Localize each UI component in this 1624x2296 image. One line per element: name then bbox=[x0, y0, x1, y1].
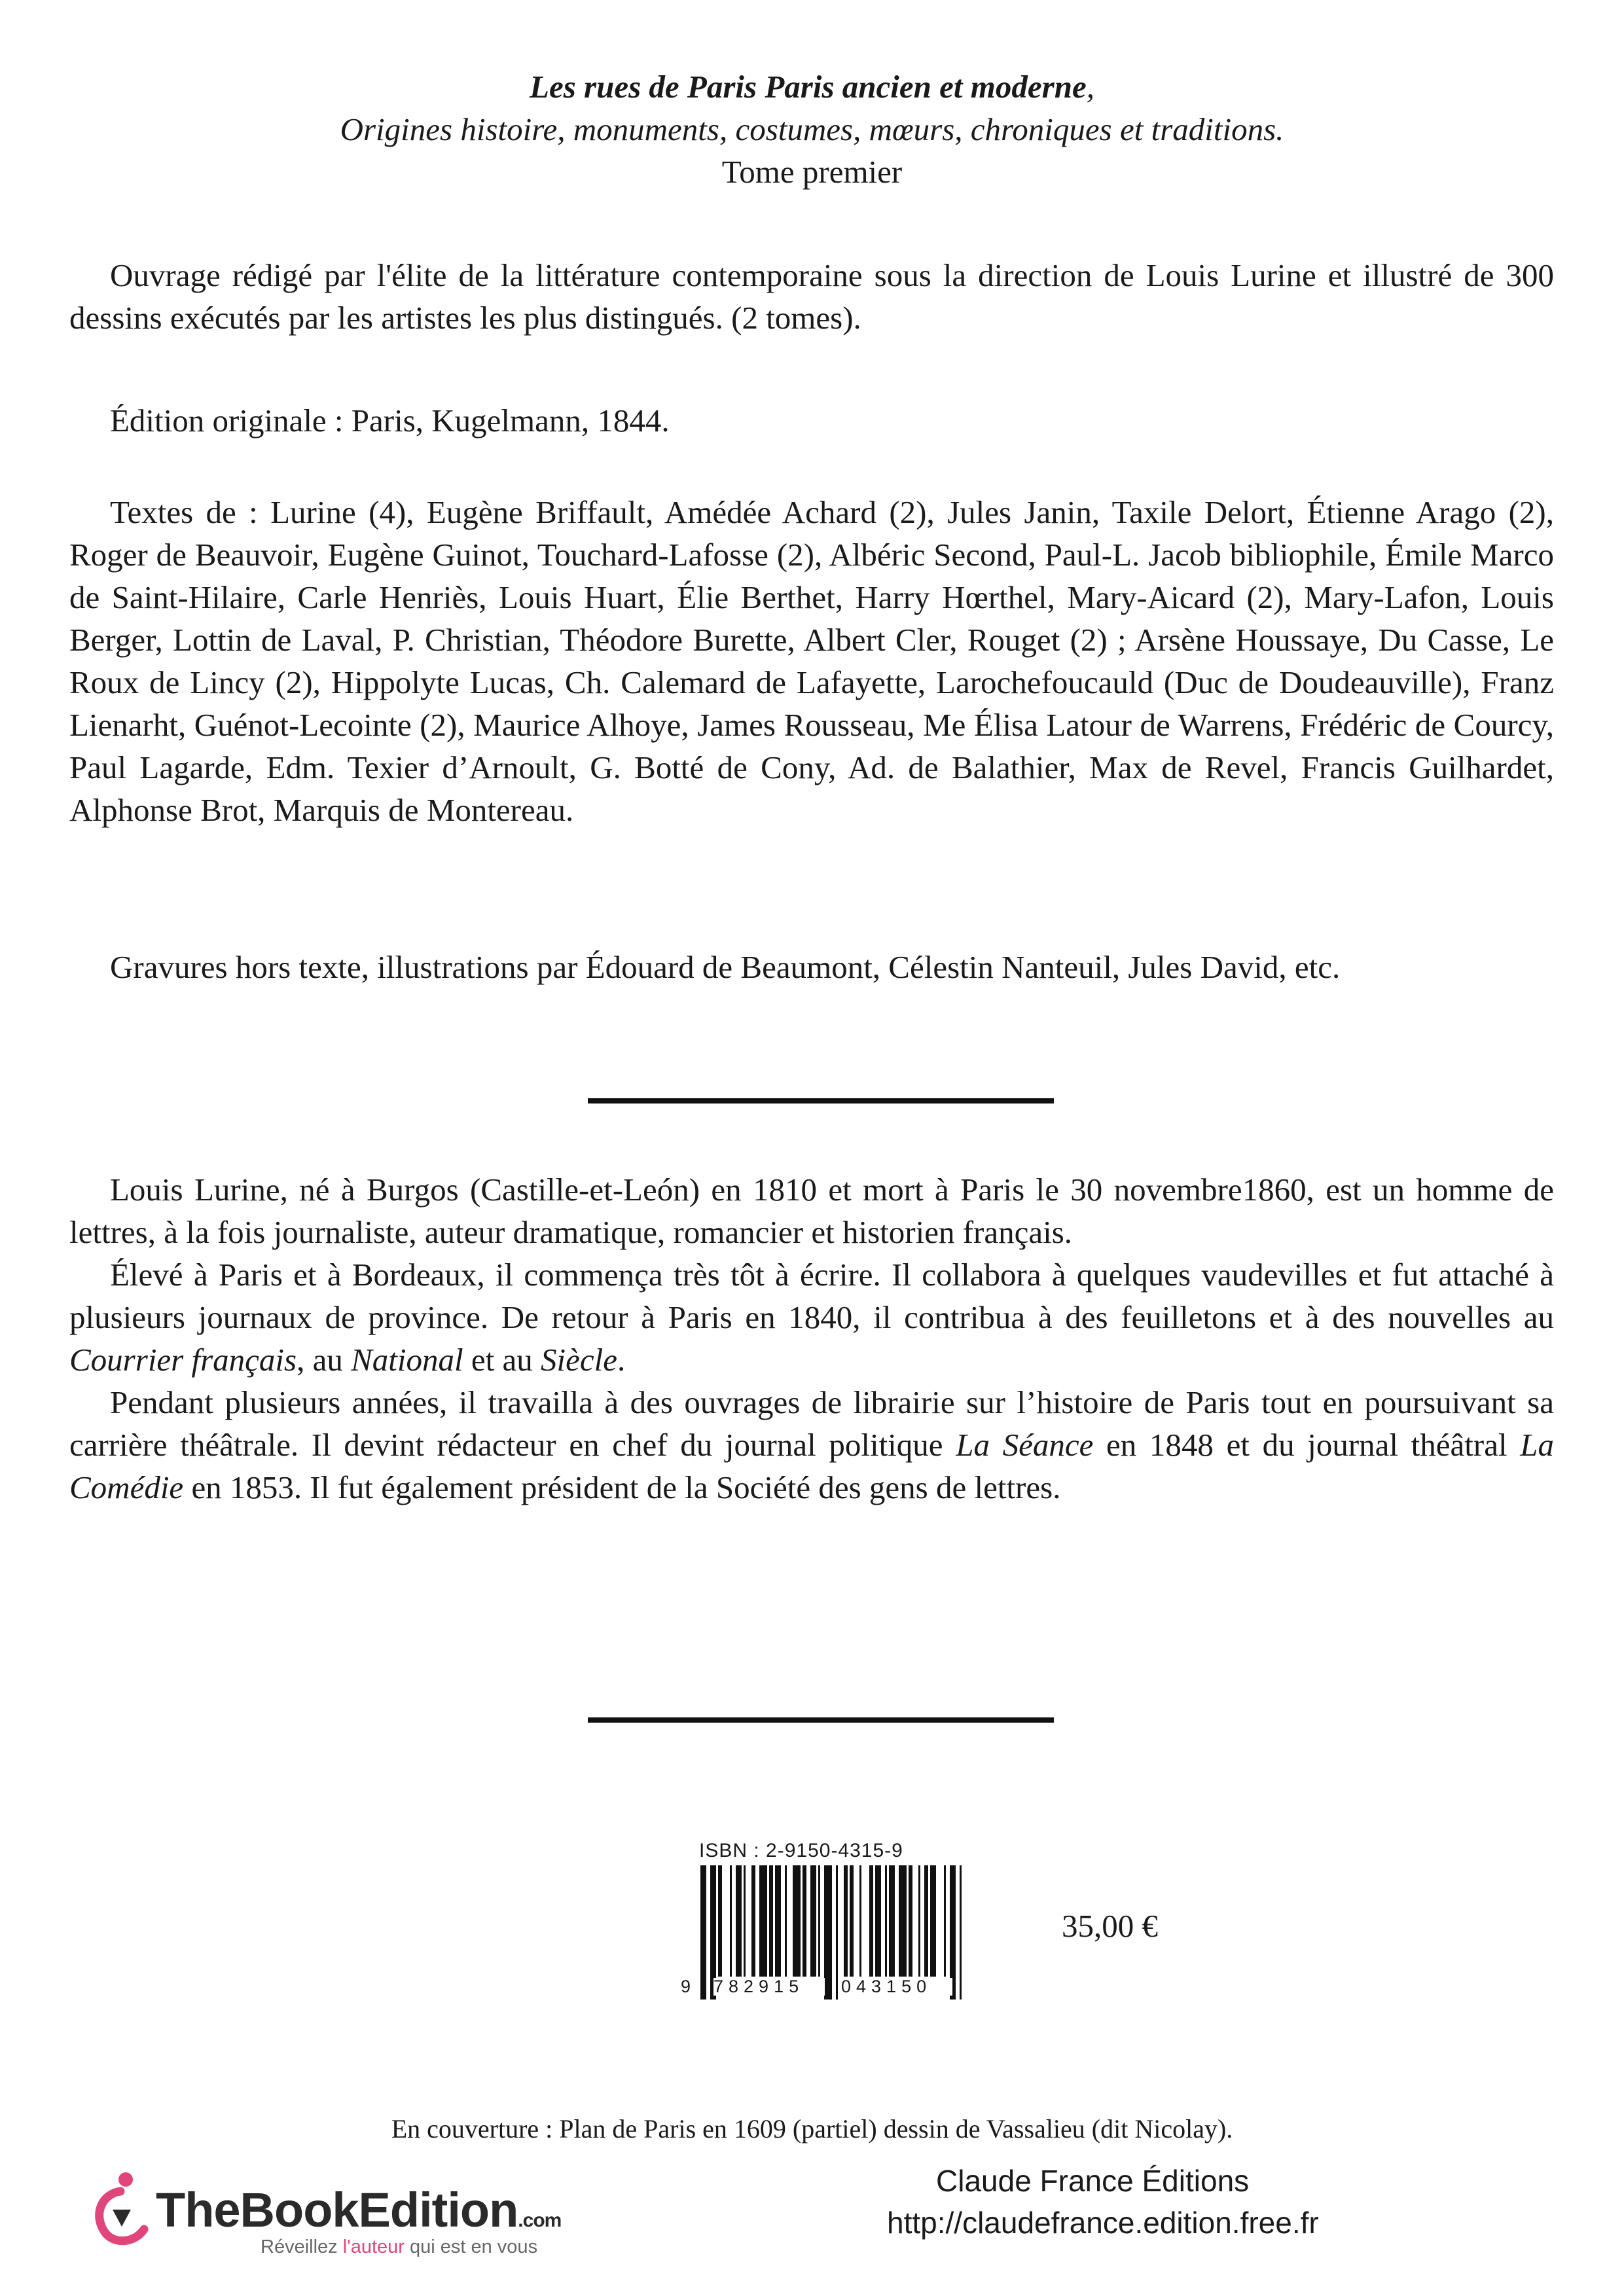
isbn-label: ISBN : 2-9150-4315-9 bbox=[699, 1840, 903, 1861]
illustrators: Gravures hors texte, illustrations par Édouard de Beaumont, Célestin Nanteuil, Jules David, etc. bbox=[110, 949, 1341, 985]
title-block bbox=[0, 65, 1624, 193]
book-description: Ouvrage rédigé par l'élite de la littérature contemporaine sous la direction de Louis Lurine et illustré de 300 dessins exécutés par les artistes les plus distingués. (2 tomes). bbox=[69, 257, 1554, 336]
original-edition: Édition originale : Paris, Kugelmann, 1844. bbox=[110, 403, 670, 439]
cover-caption: En couverture : Plan de Paris en 1609 (partiel) dessin de Vassalieu (dit Nicolay). bbox=[391, 2114, 1233, 2144]
bio-paragraph-2: Élevé à Paris et à Bordeaux, il commença très tôt à écrire. Il collabora à quelques vaudevilles et fut attaché à plusieurs journaux de province. De retour à Paris en 1840, il contribua à des feuilletons et à des nouvelles au Courrier français, au National et au Siècle. bbox=[69, 1257, 1554, 1378]
tome-label: Tome premier bbox=[721, 154, 903, 190]
divider-bottom bbox=[588, 1717, 1054, 1723]
publisher-name: Claude France Éditions bbox=[936, 2164, 1250, 2198]
bio-paragraph-3: Pendant plusieurs années, il travailla à des ouvrages de librairie sur l’histoire de Paris tout en poursuivant sa carrière théâtrale. Il devint rédacteur en chef du journal politique La Séance en 1848 et du journal théâtral La Comédie en 1853. Il fut également président de la Société des gens de lettres. bbox=[69, 1384, 1554, 1505]
logo-wordmark: TheBookEdition.com bbox=[156, 2183, 562, 2237]
thebookedition-logo-icon bbox=[86, 2172, 155, 2247]
contributors-list: Textes de : Lurine (4), Eugène Briffault, Amédée Achard (2), Jules Janin, Taxile Delort, Étienne Arago (2), Roger de Beauvoir, Eugène Guinot, Touchard-Lafosse (2), Albéric Second, Paul-L. Jacob bibliophile, Émile Marco de Saint-Hilaire, Carle Henriès, Louis Huart, Élie Berthet, Harry Hœrthel, Mary-Aicard (2), Mary-Lafon, Louis Berger, Lottin de Laval, P. Christian, Théodore Burette, Albert Cler, Rouget (2) ; Arsène Houssaye, Du Casse, Le Roux de Lincy (2), Hippolyte Lucas, Ch. Calemard de Lafayette, Larochefoucauld (Duc de Doudeauville), Franz Lienarht, Guénot-Lecointe (2), Maurice Alhoye, James Rousseau, Me Élisa Latour de Warrens, Frédéric de Courcy, Paul Lagarde, Edm. Texier d’Arnoult, G. Botté de Cony, Ad. de Balathier, Max de Revel, Francis Guilhardet, Alphonse Brot, Marquis de Montereau. bbox=[69, 494, 1554, 828]
barcode-digit-first: 9 bbox=[681, 1977, 691, 1996]
publisher-block bbox=[887, 2160, 1542, 2244]
book-subtitle: Origines histoire, monuments, costumes, mœurs, chroniques et traditions. bbox=[340, 111, 1284, 147]
barcode-digits-left: 782915 bbox=[713, 1978, 825, 1996]
logo-tagline: Réveillez l'auteur qui est en vous bbox=[261, 2236, 538, 2257]
book-title: Les rues de Paris Paris ancien et moderne, bbox=[530, 69, 1094, 105]
publisher-url: http://claudefrance.edition.free.fr bbox=[887, 2206, 1319, 2240]
divider-top bbox=[588, 1098, 1054, 1103]
barcode-digits-right: 043150 bbox=[841, 1978, 952, 1996]
bio-paragraph-1: Louis Lurine, né à Burgos (Castille-et-León) en 1810 et mort à Paris le 30 novembre1860, est un homme de lettres, à la fois journaliste, auteur dramatique, romancier et historien français. bbox=[69, 1172, 1554, 1250]
price: 35,00 € bbox=[1062, 1908, 1158, 1944]
